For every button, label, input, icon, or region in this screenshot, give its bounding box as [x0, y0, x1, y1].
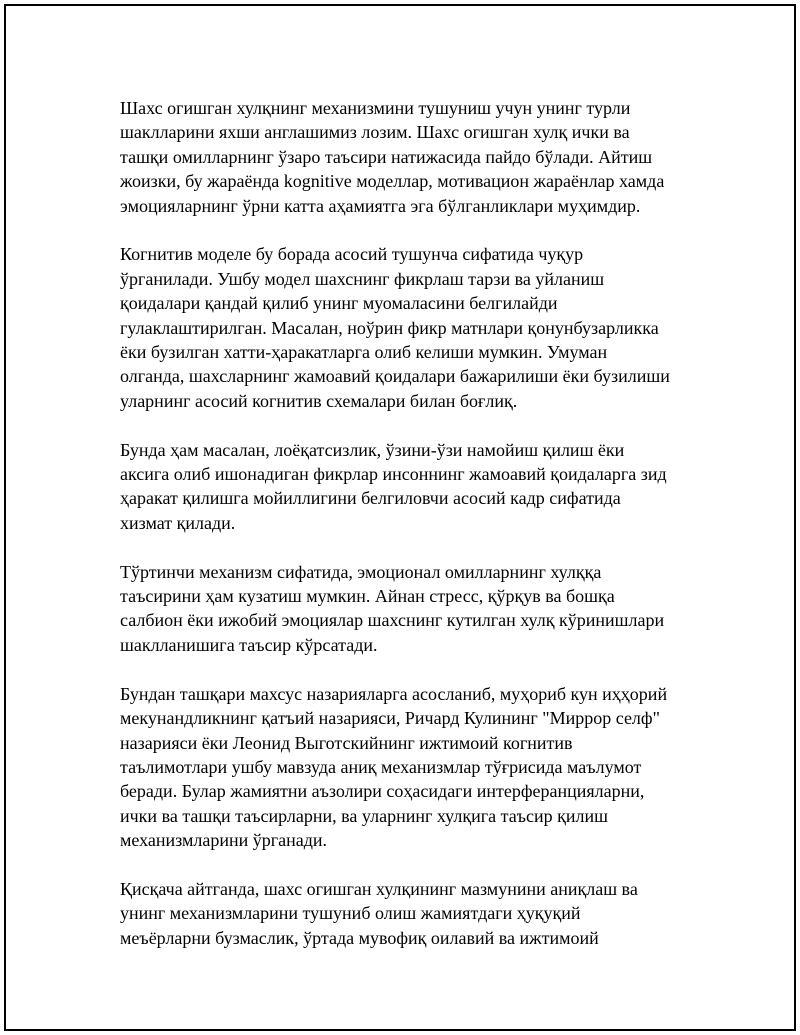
paragraph [120, 242, 686, 413]
text-line: ёки бузилган хатти-ҳаракатларга олиб келиши мумкин. Умуман [120, 342, 608, 363]
text-line: ҳаракат қилишга мойиллигини белгиловчи асосий кадр сифатида [120, 488, 621, 509]
text-line: Қисқача айтганда, шахс огишган хулқининг мазмунини аниқлаш ва [120, 878, 638, 899]
page-frame [4, 4, 796, 1031]
paragraph [120, 96, 686, 218]
paragraph [120, 438, 686, 536]
text-line: Шахс огишган хулқнинг механизмини тушуниш учун унинг турли [120, 98, 631, 118]
text-line: ўрганилади. Ушбу модел шахснинг фикрлаш тарзи ва уйланиш [120, 268, 605, 289]
paragraph [120, 877, 686, 950]
text-line: беради. Булар жамиятни аъзолири соҳасидаги интерферанцияларни, [120, 781, 645, 802]
text-line: эмоцияларнинг ўрни катта аҳамиятга эга бўлганликлари муҳимдир. [120, 195, 641, 216]
text-line: шаклларини яхши англашимиз лозим. Шахс огишган хулқ ички ва [120, 122, 630, 143]
paragraph [120, 682, 686, 853]
text-line: меъёрларни бузмаслик, ўртада мувофиқ оилавий ва ижтимоий [120, 927, 599, 948]
text-line: салбион ёки ижобий эмоциялар шахснинг кутилган хулқ кўринишлари [120, 610, 665, 631]
text-line: ташқи омилларнинг ўзаро таъсири натижасида пайдо бўлади. Айтиш [120, 146, 653, 167]
text-line: уларнинг асосий когнитив схемалари билан боғлиқ. [120, 390, 518, 411]
text-line: гулаклаштирилган. Масалан, ноўрин фикр матнлари қонунбузарликка [120, 317, 659, 338]
text-line: Бундан ташқари махсус назарияларга асосланиб, муҳориб кун иҳҳорий [120, 683, 668, 704]
document-body [120, 96, 686, 975]
text-line: таъсирини ҳам кузатиш мумкин. Айнан стресс, қўрқув ва бошқа [120, 586, 615, 607]
text-line: хизмат қилади. [120, 512, 236, 533]
text-line: аксига олиб ишонадиган фикрлар инсоннинг жамоавий қоидаларга зид [120, 464, 667, 485]
text-line: мекунандликнинг қатъий назарияси, Ричард Кулининг "Миррор селф" [120, 708, 660, 729]
text-line: унинг механизмларини тушуниб олиш жамиятдаги ҳуқуқий [120, 903, 581, 924]
text-line: шаклланишига таъсир кўрсатади. [120, 634, 378, 655]
text-line: ички ва ташқи таъсирларни, ва уларнинг хулқига таъсир қилиш [120, 805, 608, 826]
text-line: таълимотлари ушбу мавзуда аниқ механизмлар тўғрисида маълумот [120, 756, 642, 777]
text-line: Бунда ҳам масалан, лоёқатсизлик, ўзини-ўзи намойиш қилиш ёки [120, 439, 625, 460]
paragraph [120, 560, 686, 658]
text-line: қоидалари қандай қилиб унинг муомаласини белгилайди [120, 293, 558, 314]
text-line: Когнитив моделе бу борада асосий тушунча сифатида чуқур [120, 244, 584, 265]
text-line: назарияси ёки Леонид Выготскийнинг ижтимоий когнитив [120, 732, 573, 753]
text-line: олганда, шахсларнинг жамоавий қоидалари бажарилиши ёки бузилиши [120, 366, 670, 387]
text-line: жоизки, бу жараёнда kognitive моделлар, мотивацион жараёнлар хамда [120, 171, 665, 192]
text-line: Тўртинчи механизм сифатида, эмоционал омилларнинг хулққа [120, 561, 602, 582]
text-line: механизмларини ўрганади. [120, 830, 328, 851]
